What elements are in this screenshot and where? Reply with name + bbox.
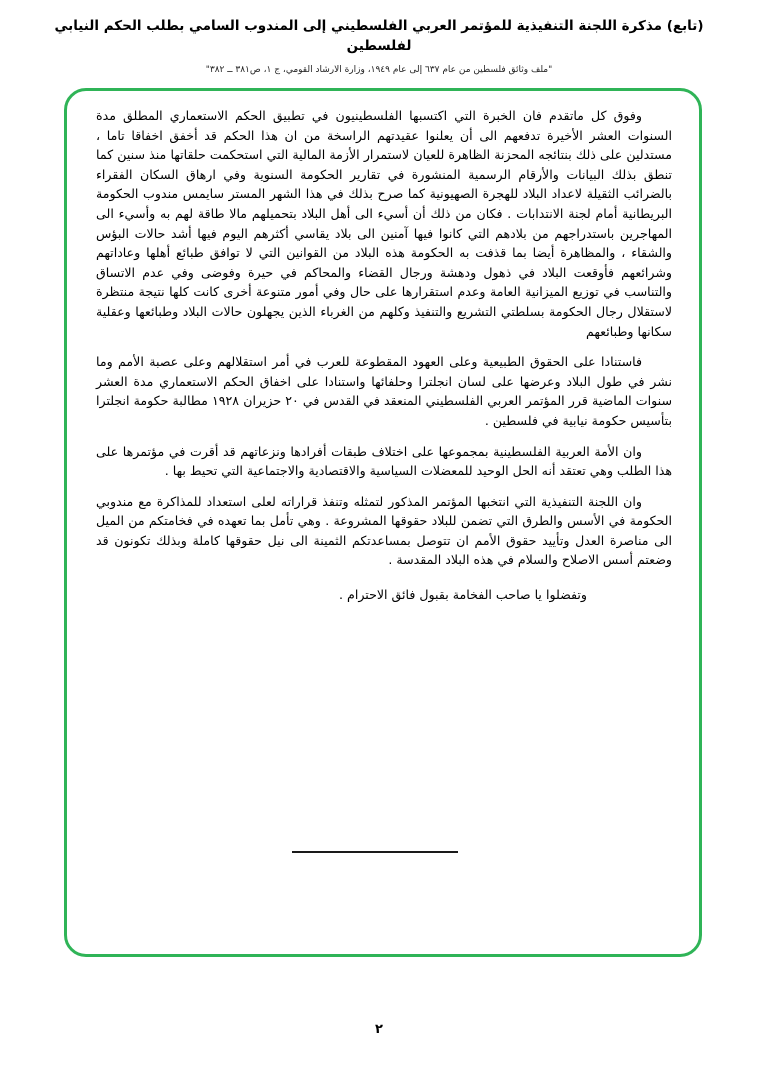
document-body xyxy=(96,106,672,616)
closing-salutation: وتفضلوا يا صاحب الفخامة بقبول فائق الاحترام . xyxy=(339,587,587,603)
document-header xyxy=(0,16,758,75)
body-paragraph-2: فاستنادا على الحقوق الطبيعية وعلى العهود المقطوعة للعرب في أمر استقلالهم وعلى عصبة الأمم وما نشر في طول البلاد وعرضها على لسان انجلترا وحلفائها واستنادا على اخفاق الحكم الاستعماري مدة العشر سنوات الماضية قرر المؤتمر العربي الفلسطيني المنعقد في القدس في ٢٠ حزيران ١٩٢٨ مطالبة حكومة انجلترا بتأسيس حكومة نيابية في فلسطين . xyxy=(96,354,673,428)
document-source-citation: "ملف وثائق فلسطين من عام ٦٣٧ إلى عام ١٩٤٩، وزارة الارشاد القومي، ج ١، ص٣٨١ ــ ٣٨٢" xyxy=(205,65,553,75)
signature-line xyxy=(292,851,458,853)
document-title: (تابع) مذكرة اللجنة التنفيذية للمؤتمر العربي الفلسطيني إلى المندوب السامي بطلب الحكم النيابي لفلسطين xyxy=(54,18,704,54)
document-frame xyxy=(64,88,702,957)
body-paragraph-4: وان اللجنة التنفيذية التي انتخبها المؤتمر المذكور لتمثله وتنفذ قراراته لعلى استعداد للمذاكرة مع مندوبي الحكومة في الأسس والطرق التي تضمن للبلاد حقوقها المشروعة . وهي تأمل بما تعهده في فخامتكم من الميل الى مناصرة العدل وتأييد حقوق الأمم ان تتوصل بمساعدتكم الثمينة الى نيل حقوقها كاملة وبذلك تكونون قد وضعتم أسس الاصلاح والسلام في هذه البلاد المقدسة . xyxy=(96,493,672,568)
body-paragraph-1: وفوق كل ماتقدم فان الخبرة التي اكتسبها الفلسطينيون في تطبيق الحكم الاستعماري المطلق مدة السنوات العشر الأخيرة تدفعهم الى أن يعلنوا عقيدتهم الراسخة من ان هذا الحكم قد أخفق اخفاقا تاما ، مستدلين على ذلك بنتائجه المحزنة الظاهرة للعيان لاستمرار الأزمة المالية التي استحكمت حلقاتها منذ سنين كما تنطق بذلك البيانات والأرقام الرسمية المنشورة في تقارير الحكومة السنوية وفي ارهاق السكان الفقراء بالضرائب الثقيلة لاعداد البلاد للهجرة الصهيونية كما صرح بذلك في هذا الشهر المستر سايمس مندوب الحكومة البريطانية أمام لجنة الانتدابات . فكان من ذلك أن أسيء الى أهل البلاد بتحميلهم مالا طاقة لهم به وأسيء الى المهاجرين باستدراجهم من بلادهم التي كانوا فيها آمنين الى بلاد يقاسي أكثرهم اليوم فيها أشد حالات البؤس والشقاء ، والمظاهرة أيضا بما قذفت به الحكومة هذه البلاد من القوانين التي لا توافق طبائع أهلها وعاداتهم وشرائعهم فأوقعت البلاد في ذهول ودهشة ورجال القضاء والمحاكم في حيرة وفوضى وفي عدم الاتساق والتناسب في توزيع الميزانية العامة وعدم استقرارها على حال وفي أمور متنوعة أخرى كانت كلها نتيجة منتظرة لاستقلال رجال الحكومة بسلطتي التشريع والتنفيذ وكلهم من الغرباء الذين يجهلون حالات البلاد وطبائعها وعقلية سكانها وطبائعهم xyxy=(96,108,672,339)
body-paragraph-3: وان الأمة العربية الفلسطينية بمجموعها على اختلاف طبقات أفرادها ونزعاتهم قد أقرت في مؤتمرها على هذا الطلب وهي تعتقد أنه الحل الوحيد للمعضلات السياسية والاقتصادية والاجتماعية التي تحيط بها . xyxy=(96,443,672,479)
page-number: ٢ xyxy=(375,1022,383,1037)
